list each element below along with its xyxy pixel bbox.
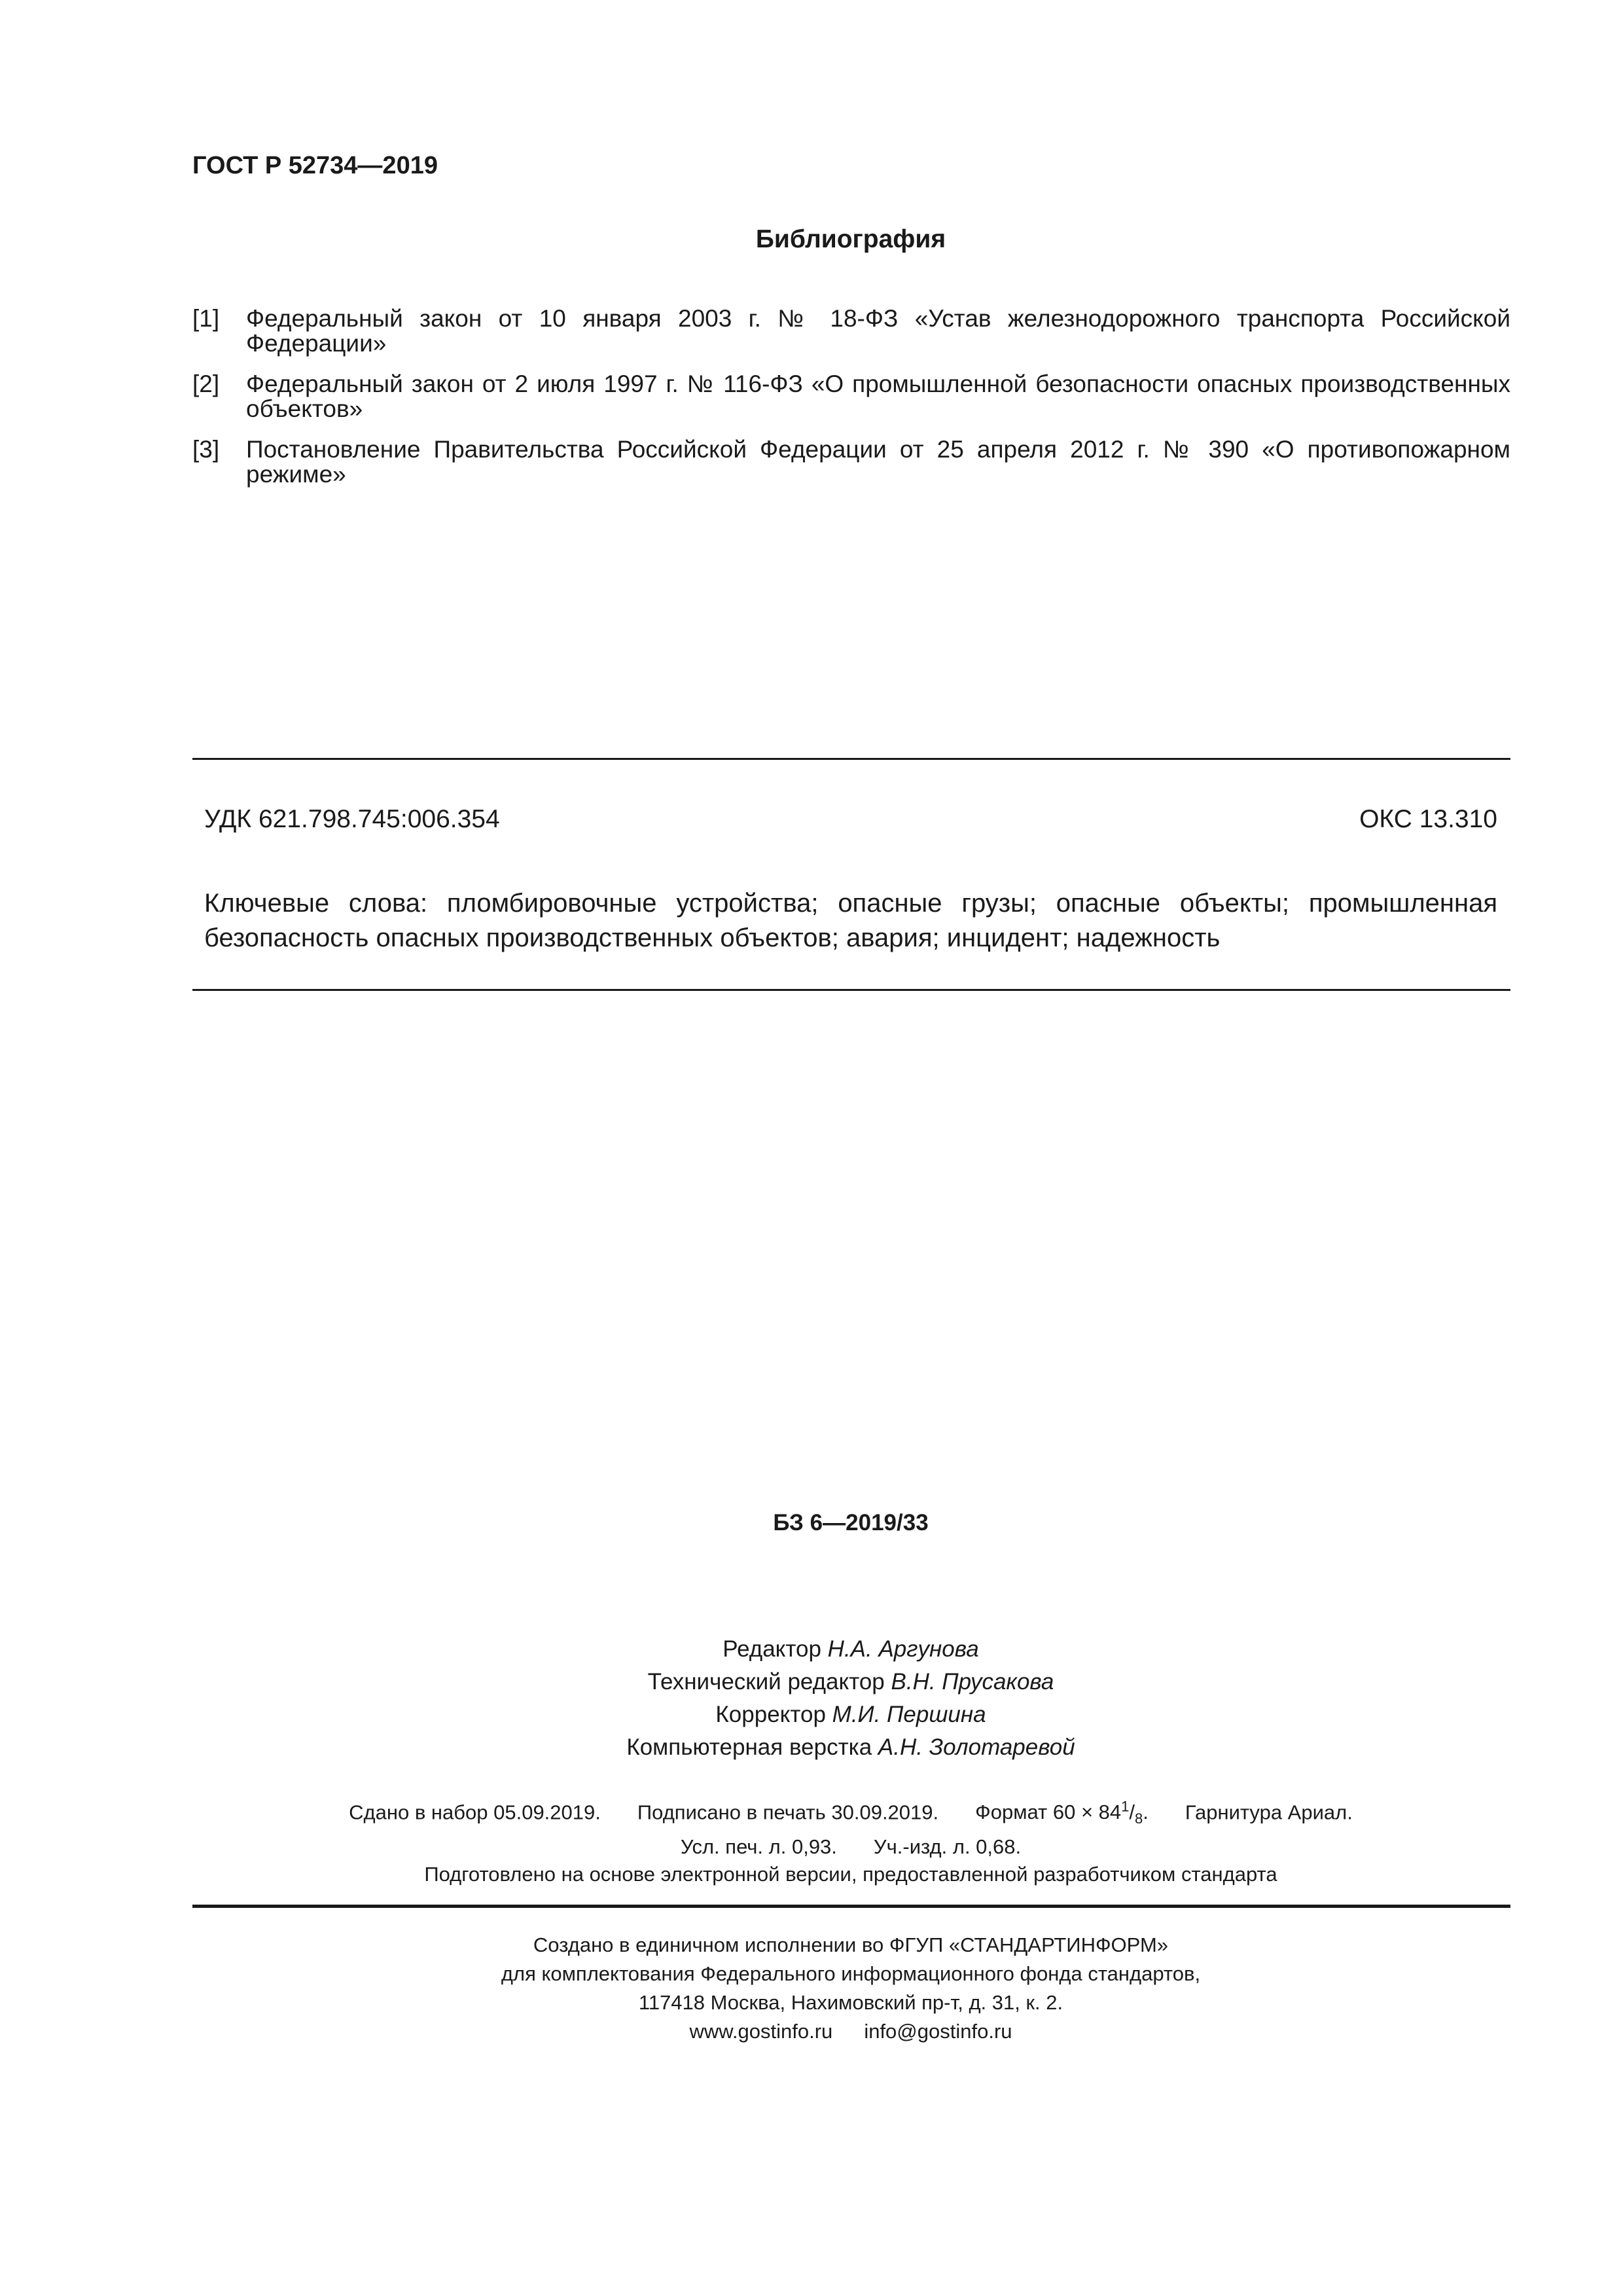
entry-number: [2]	[192, 370, 220, 397]
credit-role: Технический редактор	[647, 1669, 885, 1695]
credit-role: Редактор	[722, 1636, 821, 1662]
format-suffix: .	[1143, 1801, 1149, 1824]
bibliography-entry	[192, 372, 1510, 422]
divider-bottom	[192, 1905, 1510, 1908]
publisher-line: Создано в единичном исполнении во ФГУП «СТАНДАРТИНФОРМ»	[533, 1933, 1169, 1956]
udk-code: УДК 621.798.745:006.354	[204, 805, 500, 833]
prepared-note: Подготовлено на основе электронной версии, предоставленной разработчиком стандарта	[424, 1862, 1277, 1886]
submitted-date: Сдано в набор 05.09.2019.	[349, 1801, 601, 1824]
oks-code: ОКС 13.310	[1359, 805, 1497, 833]
entry-text: Постановление Правительства Российской Федерации от 25 апреля 2012 г. № 390 «О противопожарном режиме»	[246, 436, 1510, 488]
credit-name: В.Н. Прусакова	[891, 1669, 1054, 1695]
credit-line	[0, 1666, 1623, 1698]
publisher-block	[0, 1931, 1623, 2046]
format-sup: 1	[1121, 1799, 1130, 1815]
credit-role: Компьютерная верстка	[626, 1734, 872, 1760]
credits-block	[0, 1633, 1623, 1764]
bibliography-list	[192, 306, 1510, 503]
print-info-line	[0, 1833, 1623, 1861]
typeface: Гарнитура Ариал.	[1185, 1801, 1353, 1824]
email-link[interactable]: info@gostinfo.ru	[864, 2020, 1012, 2043]
publisher-contacts	[0, 2017, 1623, 2046]
format-sub: 8	[1135, 1810, 1143, 1827]
keywords: Ключевые слова: пломбировочные устройства; опасные грузы; опасные объекты; промышленная безопасность опасных производственных объектов; авария; инцидент; надежность	[204, 889, 1497, 952]
entry-number: [1]	[192, 305, 220, 332]
bibliography-entry	[192, 437, 1510, 487]
credit-line	[0, 1731, 1623, 1764]
bibliography-title: Библиография	[755, 225, 946, 253]
publisher-address: 117418 Москва, Нахимовский пр-т, д. 31, к. 2.	[638, 1991, 1063, 2014]
credit-role: Корректор	[715, 1702, 826, 1727]
classification-row	[204, 805, 1497, 834]
credit-name: Н.А. Аргунова	[827, 1636, 979, 1662]
edition-sheets: Уч.-изд. л. 0,68.	[873, 1835, 1022, 1858]
print-info-line	[0, 1793, 1623, 1833]
entry-number: [3]	[192, 436, 220, 463]
format: Формат $60 \times 84^1/_8$.	[975, 1799, 1149, 1827]
divider-middle	[192, 989, 1510, 991]
publisher-line: для комплектования Федерального информационного фонда стандартов,	[501, 1962, 1201, 1985]
document-code: ГОСТ Р 52734—2019	[192, 152, 438, 179]
print-info	[0, 1793, 1623, 1888]
credit-name: М.И. Першина	[832, 1702, 986, 1727]
entry-text: Федеральный закон от 10 января 2003 г. № 18-ФЗ «Устав железнодорожного транспорта Российской Федерации»	[246, 305, 1510, 357]
series-code: БЗ 6—2019/33	[773, 1510, 929, 1535]
credit-line	[0, 1633, 1623, 1666]
divider-top	[192, 758, 1510, 760]
bibliography-entry	[192, 306, 1510, 356]
print-sheets: Усл. печ. л. 0,93.	[680, 1835, 837, 1858]
format-prefix: Формат 60 × 84	[975, 1801, 1122, 1824]
credit-line	[0, 1698, 1623, 1731]
entry-text: Федеральный закон от 2 июля 1997 г. № 116-ФЗ «О промышленной безопасности опасных производственных объектов»	[246, 370, 1510, 422]
credit-name: А.Н. Золотаревой	[878, 1734, 1075, 1760]
signed-date: Подписано в печать 30.09.2019.	[637, 1801, 939, 1824]
website-link[interactable]: www.gostinfo.ru	[689, 2020, 833, 2043]
